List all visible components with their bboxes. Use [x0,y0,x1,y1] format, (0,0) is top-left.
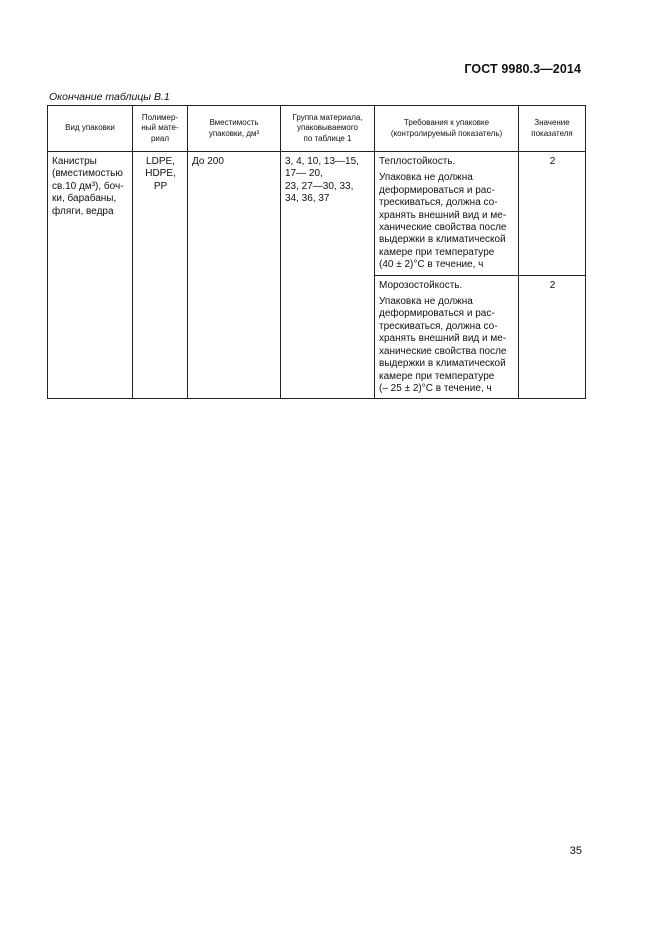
requirement-title: Теплостойкость. [379,156,456,167]
table-header-row [48,106,586,152]
page-number: 35 [569,845,582,857]
header-material-group: Группа материала, упаковываемого по таблице 1 [281,106,375,152]
cell-package-type: Канистры (вместимостью св.10 дм³), боч- ки, барабаны, фляги, ведра [48,152,133,399]
cell-capacity: До 200 [188,152,281,399]
cell-value-heat: 2 [519,152,586,276]
header-requirements: Требования к упаковке (контролируемый показатель) [375,106,519,152]
table-caption: Окончание таблицы В.1 [49,91,170,103]
requirements-table [47,105,586,399]
header-capacity: Вместимость упаковки, дм³ [188,106,281,152]
cell-requirement-frost: Морозостойкость. Упаковка не должна деформироваться и рас- трескиваться, должна со- хранять внешний вид и ме- ханические свойства после выдержки в климатической камере при температуре (– 25 ± 2)°С в течение, ч [375,275,519,399]
header-value: Значение показателя [519,106,586,152]
cell-material: LDPE, HDPE, PP [133,152,188,399]
cell-requirement-heat: Теплостойкость. Упаковка не должна деформироваться и рас- трескиваться, должна со- хранять внешний вид и ме- ханические свойства после выдержки в климатической камере при температуре (40 ± 2)°С в течение, ч [375,152,519,276]
table-row [48,152,586,276]
header-material: Полимер- ный мате- риал [133,106,188,152]
cell-value-frost: 2 [519,275,586,399]
standard-designation: ГОСТ 9980.3—2014 [464,62,581,76]
cell-material-group: 3, 4, 10, 13—15, 17— 20, 23, 27—30, 33, 34, 36, 37 [281,152,375,399]
requirement-title: Морозостойкость. [379,279,463,291]
header-package-type: Вид упаковки [48,106,133,152]
